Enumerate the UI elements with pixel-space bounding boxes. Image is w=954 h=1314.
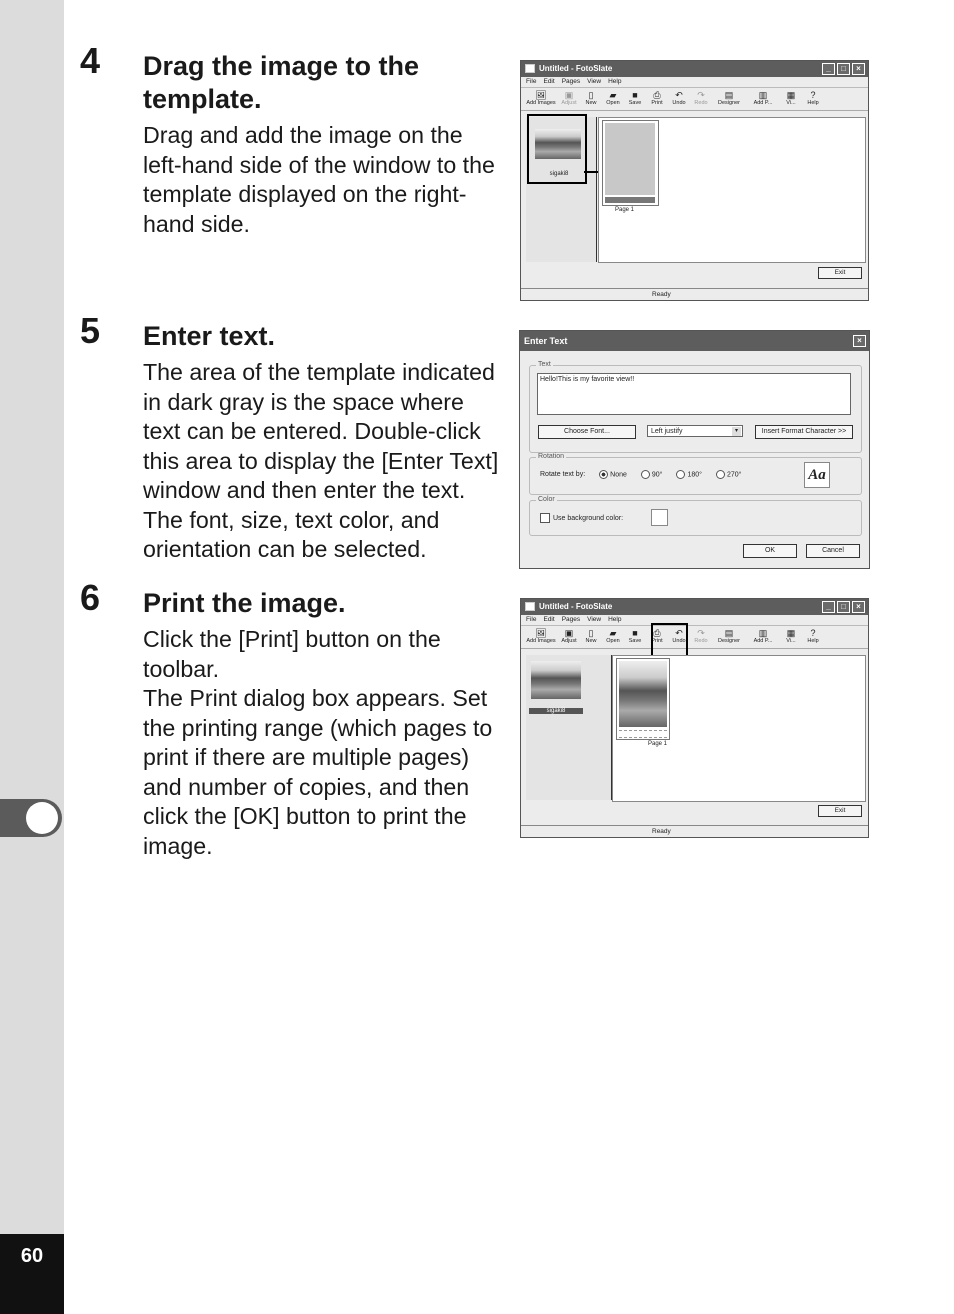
radio-icon [599,470,608,479]
designer-button[interactable]: ▤ Designer [712,626,746,648]
page-label: Page 1 [648,741,668,747]
window-title: Untitled - FotoSlate [539,602,613,611]
open-button[interactable]: ▰ Open [602,626,624,648]
page-number: 60 [0,1234,64,1314]
undo-button[interactable]: ↶ Undo [668,88,690,110]
choose-font-button[interactable]: Choose Font... [538,425,636,439]
color-swatch[interactable] [651,509,668,526]
add-images-button[interactable]: 🖼 Add Images [524,626,558,648]
add-page-icon: ▥ [758,628,768,638]
window-titlebar [521,599,868,615]
status-text: Ready [652,291,671,298]
step-number: 5 [80,310,101,351]
print-icon: ⎙ [653,90,661,100]
status-text: Ready [652,828,671,835]
fotoslate-window [520,60,869,301]
save-button[interactable]: ■ Save [624,88,646,110]
ok-button[interactable]: OK [743,544,797,558]
status-bar [521,825,868,837]
highlight-box [527,114,587,184]
template-canvas [598,117,866,263]
rotation-180[interactable]: 180° [676,470,701,479]
help-icon: ? [810,90,816,100]
menu-edit[interactable]: Edit [543,616,555,623]
print-icon: ⎙ [653,628,661,638]
menu-pages[interactable]: Pages [561,78,581,85]
template-page[interactable] [616,658,670,740]
add-page-button[interactable]: ▥ Add P... [746,626,780,648]
redo-icon: ↷ [697,628,705,638]
toolbar [521,625,868,649]
menu-file[interactable]: File [526,616,537,623]
maximize-icon[interactable]: □ [837,63,850,75]
step-body [143,625,505,861]
view-icon: ▦ [786,628,796,638]
checkbox-icon [540,513,550,523]
adjust-icon: ▣ [564,628,574,638]
chevron-down-icon: ▾ [732,427,741,436]
menu-file[interactable]: File [526,78,537,85]
insert-format-button[interactable]: Insert Format Character >> [755,425,853,439]
justify-value: Left justify [651,428,683,435]
step-paragraph: The Print dialog box appears. Set the printing range (which pages to print if there are multiple pages) and number of copies, and then click the [OK] button to print the image. [143,685,493,859]
image-area [605,123,655,195]
rotation-90[interactable]: 90° [641,470,663,479]
help-button[interactable]: ? Help [802,88,824,110]
view-button[interactable]: ▦ Vi... [780,626,802,648]
dialog-titlebar [520,331,869,351]
radio-icon [676,470,685,479]
close-icon[interactable]: × [852,601,865,613]
help-button[interactable]: ? Help [802,626,824,648]
group-label: Text [538,361,551,368]
exit-button[interactable]: Exit [818,267,862,279]
image-thumbnail[interactable] [531,661,581,699]
justify-select[interactable] [647,425,743,437]
fotoslate-window [520,598,869,838]
group-label: Rotation [538,453,565,460]
rotation-none[interactable]: None [599,470,627,479]
rotation-row [540,470,741,479]
radio-icon [716,470,725,479]
minimize-icon[interactable]: _ [822,601,835,613]
designer-button[interactable]: ▤ Designer [712,88,746,110]
highlight-box [651,623,688,659]
step-body [143,358,505,565]
designer-icon: ▤ [724,628,734,638]
side-margin [0,0,64,1314]
step-title: Print the image. [143,588,346,618]
radio-icon [641,470,650,479]
view-icon: ▦ [786,90,796,100]
cancel-button[interactable]: Cancel [806,544,860,558]
text-group [529,361,862,453]
maximize-icon[interactable]: □ [837,601,850,613]
save-icon: ■ [632,628,638,638]
save-button[interactable]: ■ Save [624,626,646,648]
designer-icon: ▤ [724,90,734,100]
image-list-panel [526,655,612,800]
background-color-option[interactable] [540,513,623,523]
view-button[interactable]: ▦ Vi... [780,88,802,110]
step-title: Enter text. [143,321,276,351]
save-icon: ■ [632,90,638,100]
step-paragraph: The area of the template indicated in dark gray is the space where text can be entered. Double-click this area to display the [Enter Text] window and then enter the text. The font, size, text color, and orientation can be selected. [143,359,499,562]
adjust-icon: ▣ [564,90,574,100]
text-area [605,197,655,203]
open-icon: ▰ [609,628,617,638]
step-number: 6 [80,577,101,618]
use-background-label: Use background color: [553,514,624,522]
redo-icon: ↷ [697,90,705,100]
menu-help[interactable]: Help [608,78,622,85]
menu-bar [521,77,868,87]
step-title: Drag the image to the template. [143,51,420,114]
add-page-icon: ▥ [758,90,768,100]
open-button[interactable]: ▰ Open [602,88,624,110]
print-button[interactable]: ⎙ Print [646,626,668,648]
step-paragraph: Click the [Print] button on the toolbar. [143,626,441,682]
open-icon: ▰ [609,90,617,100]
menu-bar [521,615,868,625]
menu-help[interactable]: Help [608,616,622,623]
minimize-icon[interactable]: _ [822,63,835,75]
adjust-button[interactable]: ▣ Adjust [558,88,580,110]
menu-edit[interactable]: Edit [543,78,555,85]
thumbnail-label: sigaki8 [549,171,569,177]
adjust-button[interactable]: ▣ Adjust [558,626,580,648]
rotation-270[interactable]: 270° [716,470,741,479]
add-images-icon: 🖼 [535,628,547,638]
template-canvas [612,655,866,802]
menu-view[interactable]: View [587,616,602,623]
add-images-icon: 🖼 [535,90,547,100]
window-titlebar [521,61,868,77]
enter-text-dialog [519,330,870,569]
text-input[interactable]: Hello!This is my favorite view!! [537,373,851,415]
step-number: 4 [80,40,101,81]
add-images-button[interactable]: 🖼 Add Images [524,88,558,110]
app-icon [525,602,535,611]
new-button[interactable]: ▯ New [580,626,602,648]
dialog-title: Enter Text [524,336,568,346]
thumbnail-label: sigaki8 [529,708,583,714]
window-title: Untitled - FotoSlate [539,64,613,73]
placed-image [619,661,667,727]
text-area [619,730,667,738]
new-icon: ▯ [588,90,594,100]
status-bar [521,288,868,300]
undo-icon: ↶ [675,90,683,100]
chapter-tab [0,799,62,837]
print-button[interactable]: ⎙ Print [646,88,668,110]
toolbar [521,87,868,111]
undo-icon: ↶ [675,628,683,638]
undo-button[interactable]: ↶ Undo [668,626,690,648]
new-icon: ▯ [588,628,594,638]
group-label: Color [538,496,555,503]
rotate-label: Rotate text by: [540,471,586,478]
exit-button[interactable]: Exit [818,805,862,817]
close-icon[interactable]: × [852,63,865,75]
add-page-button[interactable]: ▥ Add P... [746,88,780,110]
color-group [529,496,862,536]
redo-button[interactable]: ↷ Redo [690,88,712,110]
new-button[interactable]: ▯ New [580,88,602,110]
close-icon[interactable]: × [853,335,866,347]
app-icon [525,64,535,73]
menu-view[interactable]: View [587,78,602,85]
chapter-tab-circle [26,802,58,834]
rotation-group [529,453,862,495]
help-icon: ? [810,628,816,638]
redo-button[interactable]: ↷ Redo [690,626,712,648]
page-label: Page 1 [615,207,635,213]
rotation-preview: Aa [804,462,830,488]
menu-pages[interactable]: Pages [561,616,581,623]
step-paragraph: Drag and add the image on the left-hand side of the window to the template displayed on the right-hand side. [143,122,495,237]
step-body [143,121,505,239]
template-page[interactable] [602,120,659,206]
